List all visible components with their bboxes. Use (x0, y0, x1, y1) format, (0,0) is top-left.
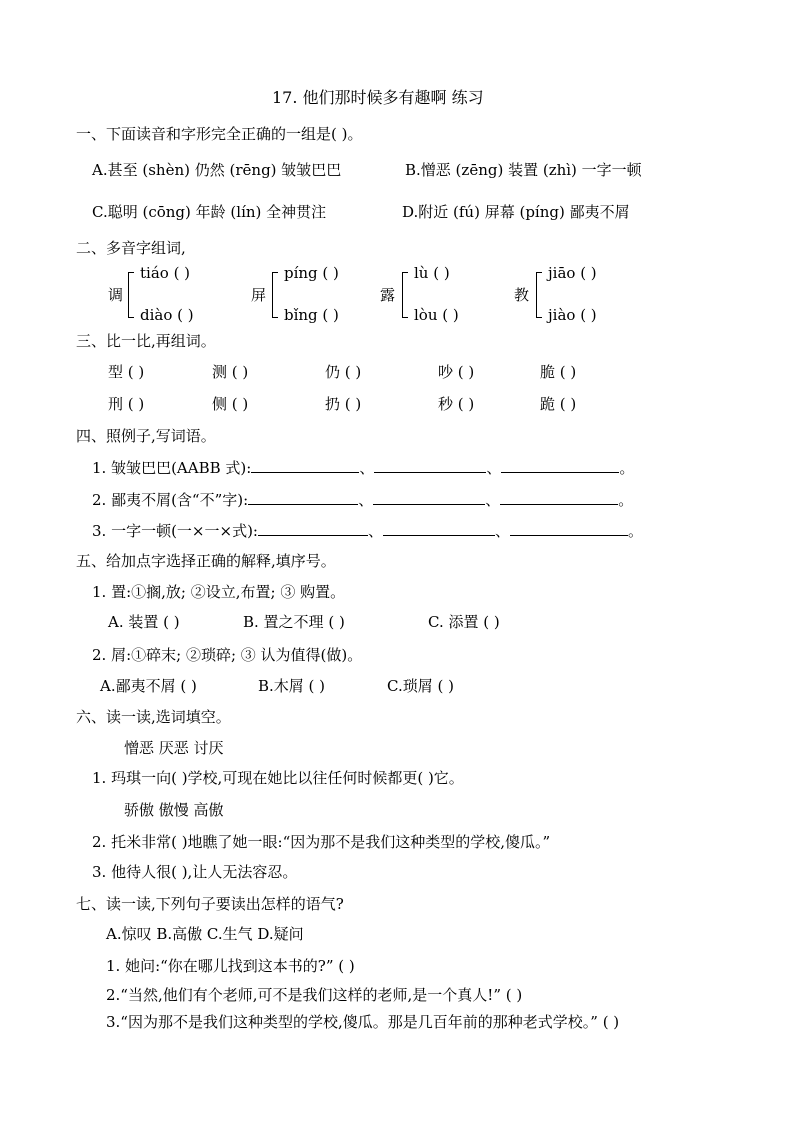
section-5-heading: 五、给加点字选择正确的解释,填序号。 (76, 552, 336, 570)
compare-item: 刑 ( ) (108, 395, 145, 413)
question-text: 2. 鄙夷不屑(含“不”字): (92, 491, 249, 509)
page-title: 17. 他们那时候多有趣啊 练习 (272, 88, 484, 107)
s6-question-3: 3. 他待人很( ),让人无法容忍。 (92, 863, 298, 881)
s1-option-c: C.聪明 (cōng) 年龄 (lín) 全神贯注 (92, 203, 327, 221)
polyphone-top: jiāo ( ) (548, 264, 597, 282)
compare-item: 仍 ( ) (325, 363, 362, 381)
s5-q2-option: B.木屑 ( ) (258, 677, 326, 695)
s5-q1-option: A. 装置 ( ) (108, 613, 180, 631)
answer-blank[interactable] (383, 521, 495, 536)
word-example-row-1 (92, 458, 634, 478)
s6-question-2: 2. 托米非常( )地瞧了她一眼:“因为那不是我们这种类型的学校,傻瓜。” (92, 833, 551, 851)
compare-item: 跪 ( ) (540, 395, 577, 413)
s1-option-d: D.附近 (fú) 屏幕 (píng) 鄙夷不屑 (402, 203, 630, 221)
s5-question-2: 2. 屑:①碎末; ②琐碎; ③ 认为值得(做)。 (92, 646, 363, 664)
s5-q2-option: A.鄙夷不屑 ( ) (100, 677, 197, 695)
s7-question-1: 1. 她问:“你在哪儿找到这本书的?” ( ) (106, 957, 355, 975)
compare-item: 侧 ( ) (212, 395, 249, 413)
s5-q1-option: C. 添置 ( ) (428, 613, 500, 631)
question-text: 3. 一字一顿(一×一×式): (92, 522, 258, 540)
answer-blank[interactable] (248, 490, 358, 505)
answer-blank[interactable] (501, 458, 619, 473)
separator: 、 (485, 491, 501, 509)
s1-option-b: B.憎恶 (zēng) 装置 (zhì) 一字一顿 (405, 161, 642, 179)
polyphone-bottom: jiào ( ) (548, 306, 597, 324)
s5-question-1: 1. 置:①搁,放; ②设立,布置; ③ 购置。 (92, 583, 346, 601)
polyphone-top: lù ( ) (414, 264, 450, 282)
brace-icon (128, 272, 134, 318)
answer-blank[interactable] (258, 521, 368, 536)
polyphone-char: 屏 (251, 286, 267, 304)
answer-blank[interactable] (510, 521, 628, 536)
polyphone-top: píng ( ) (284, 264, 339, 282)
s1-option-a: A.甚至 (shèn) 仍然 (rēng) 皱皱巴巴 (92, 161, 342, 179)
answer-blank[interactable] (374, 458, 486, 473)
separator: 、 (358, 491, 374, 509)
polyphone-bottom: bǐng ( ) (284, 306, 339, 324)
section-2-heading: 二、多音字组词, (76, 239, 186, 257)
end-mark: 。 (619, 459, 635, 477)
polyphone-bottom: lòu ( ) (414, 306, 459, 324)
brace-icon (402, 272, 408, 318)
s5-q1-option: B. 置之不理 ( ) (243, 613, 345, 631)
s6-question-1: 1. 玛琪一向( )学校,可现在她比以往任何时候都更( )它。 (92, 769, 464, 787)
s7-question-3: 3.“因为那不是我们这种类型的学校,傻瓜。那是几百年前的那种老式学校。” ( ) (106, 1013, 620, 1031)
answer-blank[interactable] (500, 490, 618, 505)
s5-q2-option: C.琐屑 ( ) (387, 677, 454, 695)
separator: 、 (495, 522, 511, 540)
separator: 、 (367, 522, 383, 540)
compare-item: 吵 ( ) (438, 363, 475, 381)
word-example-row-2 (92, 490, 633, 510)
s7-question-2: 2.“当然,他们有个老师,可不是我们这样的老师,是一个真人!” ( ) (106, 986, 523, 1004)
polyphone-bottom: diào ( ) (140, 306, 194, 324)
section-1-heading: 一、下面读音和字形完全正确的一组是( )。 (76, 125, 363, 143)
polyphone-char: 教 (514, 286, 530, 304)
separator: 、 (359, 459, 375, 477)
word-choices: 骄傲 傲慢 高傲 (124, 801, 224, 819)
compare-item: 秒 ( ) (438, 395, 475, 413)
section-6-heading: 六、读一读,选词填空。 (76, 708, 231, 726)
polyphone-char: 露 (380, 286, 396, 304)
polyphone-top: tiáo ( ) (140, 264, 191, 282)
brace-icon (272, 272, 278, 318)
section-3-heading: 三、比一比,再组词。 (76, 332, 216, 350)
compare-item: 脆 ( ) (540, 363, 577, 381)
end-mark: 。 (618, 491, 634, 509)
word-choices: 憎恶 厌恶 讨厌 (124, 739, 224, 757)
section-7-heading: 七、读一读,下列句子要读出怎样的语气? (76, 895, 344, 913)
compare-item: 扔 ( ) (325, 395, 362, 413)
brace-icon (536, 272, 542, 318)
separator: 、 (486, 459, 502, 477)
tone-options: A.惊叹 B.高傲 C.生气 D.疑问 (106, 925, 304, 943)
polyphone-char: 调 (108, 286, 124, 304)
word-example-row-3 (92, 521, 643, 541)
compare-item: 测 ( ) (212, 363, 249, 381)
section-4-heading: 四、照例子,写词语。 (76, 427, 216, 445)
answer-blank[interactable] (251, 458, 359, 473)
end-mark: 。 (628, 522, 644, 540)
compare-item: 型 ( ) (108, 363, 145, 381)
answer-blank[interactable] (373, 490, 485, 505)
question-text: 1. 皱皱巴巴(AABB 式): (92, 459, 252, 477)
